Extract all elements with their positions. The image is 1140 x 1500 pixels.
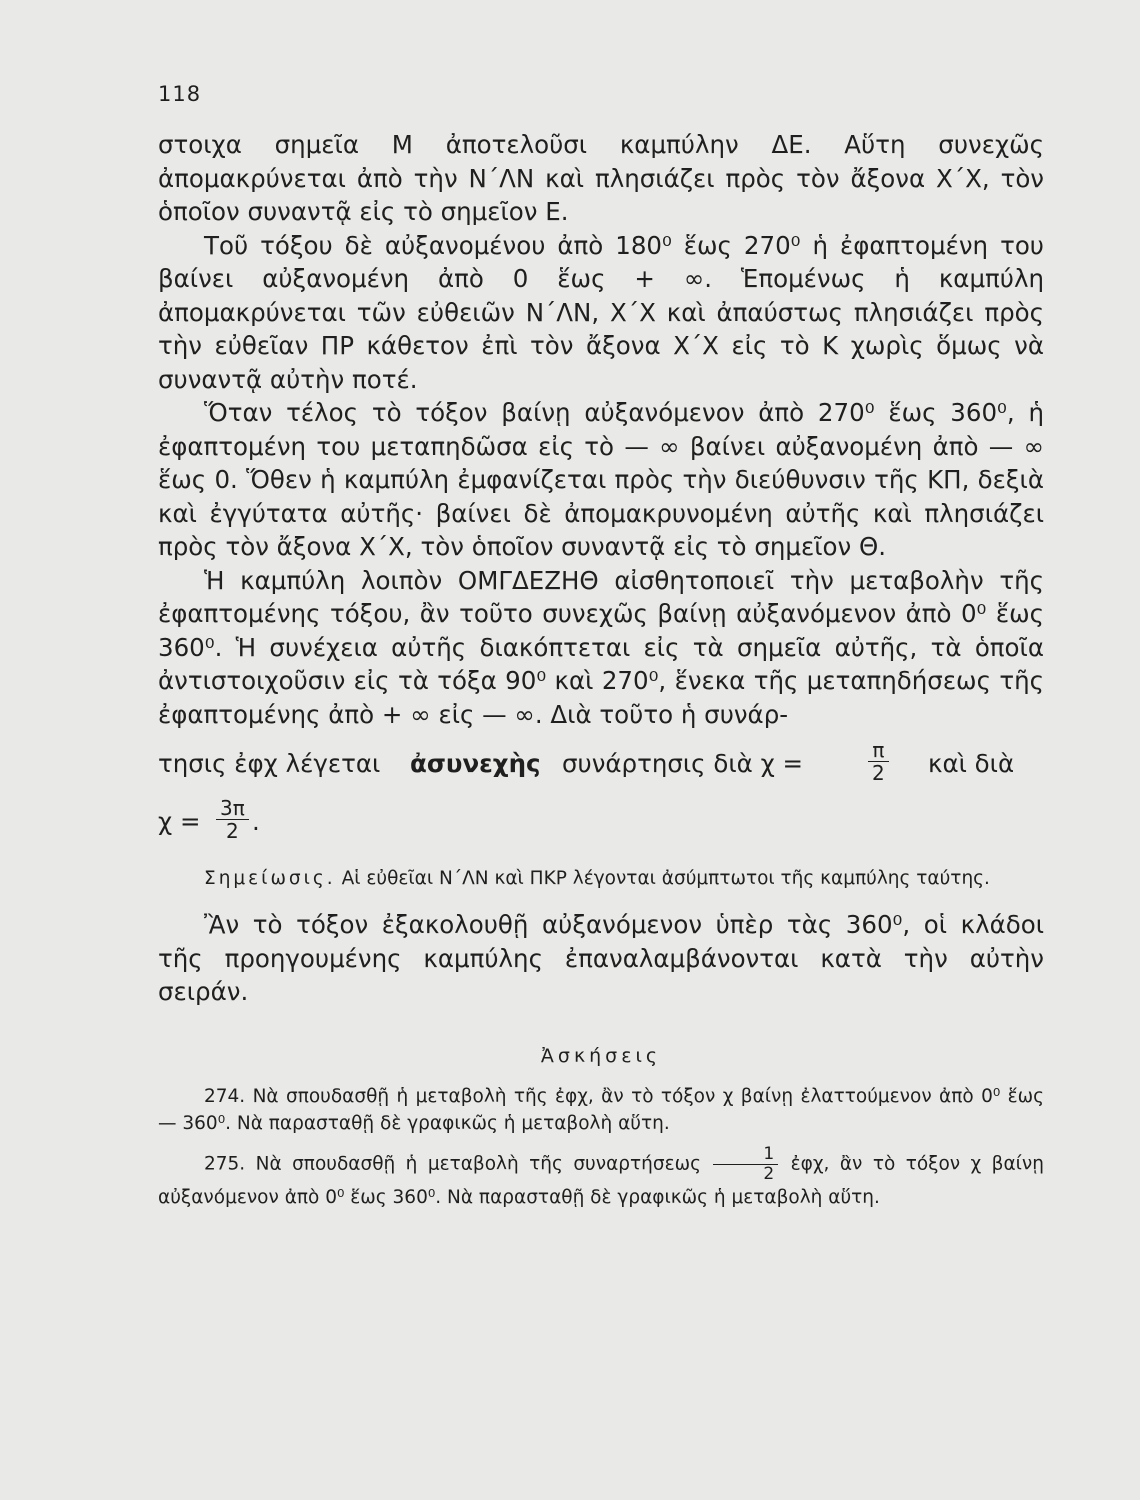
fraction-denominator: 2: [872, 761, 885, 785]
fraction-pi-over-2: [868, 739, 889, 784]
note: [158, 865, 1044, 892]
note-label: Σημείωσις.: [204, 868, 336, 889]
exercise-275: [158, 1145, 1044, 1211]
bold-term-asynechis: ἀσυνεχὴς: [410, 749, 541, 778]
fraction-1-over-2: [713, 1145, 778, 1184]
page-number: 118: [158, 82, 202, 106]
eq-line-start: τησις ἐφχ λέγεται: [158, 749, 381, 778]
exercise-274: 274. Νὰ σπουδασθῇ ἡ μεταβολὴ τῆς ἐφχ, ἂν τὸ τόξον χ βαίνῃ ἐλαττούμενον ἀπὸ 0⁰ ἕως — 360⁰. Νὰ παρασταθῇ δὲ γραφικῶς ἡ μεταβολὴ αὕτη.: [158, 1085, 1044, 1134]
paragraph-4: Ἡ καμπύλη λοιπὸν ΟΜΓΔΕΖΗΘ αἰσθητοποιεῖ τὴν μεταβολὴν τῆς ἐφαπτομένης τόξου, ἂν τοῦτο συνεχῶς βαίνῃ αὐξανόμενον ἀπὸ 0⁰ ἕως 360⁰. Ἡ συνέχεια αὐτῆς διακόπτεται εἰς τὰ σημεῖα αὐτῆς, τὰ ὁποῖα ἀντιστοιχοῦσιν εἰς τὰ τόξα 90⁰ καὶ 270⁰, ἕνεκα τῆς μεταπηδήσεως τῆς ἐφαπτομένης ἀπὸ + ∞ εἰς — ∞. Διὰ τοῦτο ἡ συνάρ-: [158, 565, 1044, 729]
equation-line-2: [158, 797, 1044, 849]
paragraph-1: στοιχα σημεῖα Μ ἀποτελοῦσι καμπύλην ΔΕ. Αὕτη συνεχῶς ἀπομακρύνεται ἀπὸ τὴν Ν΄ΛΝ καὶ πλησιάζει πρὸς τὸν ἄξονα Χ΄Χ, τὸν ὁποῖον συναντᾷ εἰς τὸ σημεῖον Ε.: [158, 130, 1044, 226]
exercise-275-start: 275. Νὰ σπουδασθῇ ἡ μεταβολὴ τῆς συναρτήσεως: [204, 1153, 701, 1174]
fraction-numerator: π: [868, 739, 889, 762]
paragraph-2: Τοῦ τόξου δὲ αὐξανομένου ἀπὸ 180⁰ ἕως 270⁰ ἡ ἐφαπτομένη του βαίνει αὐξανομένη ἀπὸ 0 ἕως + ∞. Ἑπομένως ἡ καμπύλη ἀπομακρύνεται τῶν εὐθειῶν Ν΄ΛΝ, Χ΄Χ καὶ ἀπαύστως πλησιάζει πρὸς τὴν εὐθεῖαν ΠΡ κάθετον ἐπὶ τὸν ἄξονα Χ΄Χ εἰς τὸ Κ χωρὶς ὅμως νὰ συναντᾷ αὐτὴν ποτέ.: [158, 230, 1044, 394]
equation-line-1: [158, 735, 1044, 797]
eq-line2-end: .: [252, 807, 260, 836]
note-text: Αἱ εὐθεῖαι Ν΄ΛΝ καὶ ΠΚΡ λέγονται ἀσύμπτωτοι τῆς καμπύλης ταύτης.: [341, 868, 990, 889]
fraction-denominator: 2: [226, 819, 239, 843]
eq-line-end: καὶ διὰ: [928, 749, 1015, 778]
fraction-numerator: 3π: [216, 797, 249, 820]
exercise-275-end: ἐφχ, ἂν τὸ τόξον χ βαίνῃ αὐξανόμενον ἀπὸ 0⁰ ἕως 360⁰. Νὰ παρασταθῇ δὲ γραφικῶς ἡ μεταβολὴ αὕτη.: [158, 1153, 1044, 1208]
fraction-3pi-over-2: [216, 797, 249, 842]
fraction-numerator: 1: [713, 1145, 778, 1165]
main-text: [158, 128, 1044, 1211]
eq-line-mid: συνάρτησις διὰ χ =: [562, 749, 804, 778]
exercises-title: Ἀσκήσεις: [540, 1044, 662, 1067]
paragraph-5: Ἂν τὸ τόξον ἐξακολουθῇ αὐξανόμενον ὑπὲρ τὰς 360⁰, οἱ κλάδοι τῆς προηγουμένης καμπύλης ἐπαναλαμβάνονται κατὰ τὴν αὐτὴν σειράν.: [158, 910, 1044, 1006]
paragraph-3: Ὅταν τέλος τὸ τόξον βαίνῃ αὐξανόμενον ἀπὸ 270⁰ ἕως 360⁰, ἡ ἐφαπτομένη του μεταπηδῶσα εἰς τὸ — ∞ βαίνει αὐξανομένη ἀπὸ — ∞ ἕως 0. Ὅθεν ἡ καμπύλη ἐμφανίζεται πρὸς τὴν διεύθυνσιν τῆς ΚΠ, δεξιὰ καὶ ἐγγύτατα αὐτῆς· βαίνει δὲ ἀπομακρυνομένη αὐτῆς καὶ πλησιάζει πρὸς τὸν ἄξονα Χ΄Χ, τὸν ὁποῖον συναντᾷ εἰς τὸ σημεῖον Θ.: [158, 398, 1044, 561]
fraction-denominator: 2: [763, 1163, 775, 1184]
eq-line2-start: χ =: [158, 807, 201, 836]
